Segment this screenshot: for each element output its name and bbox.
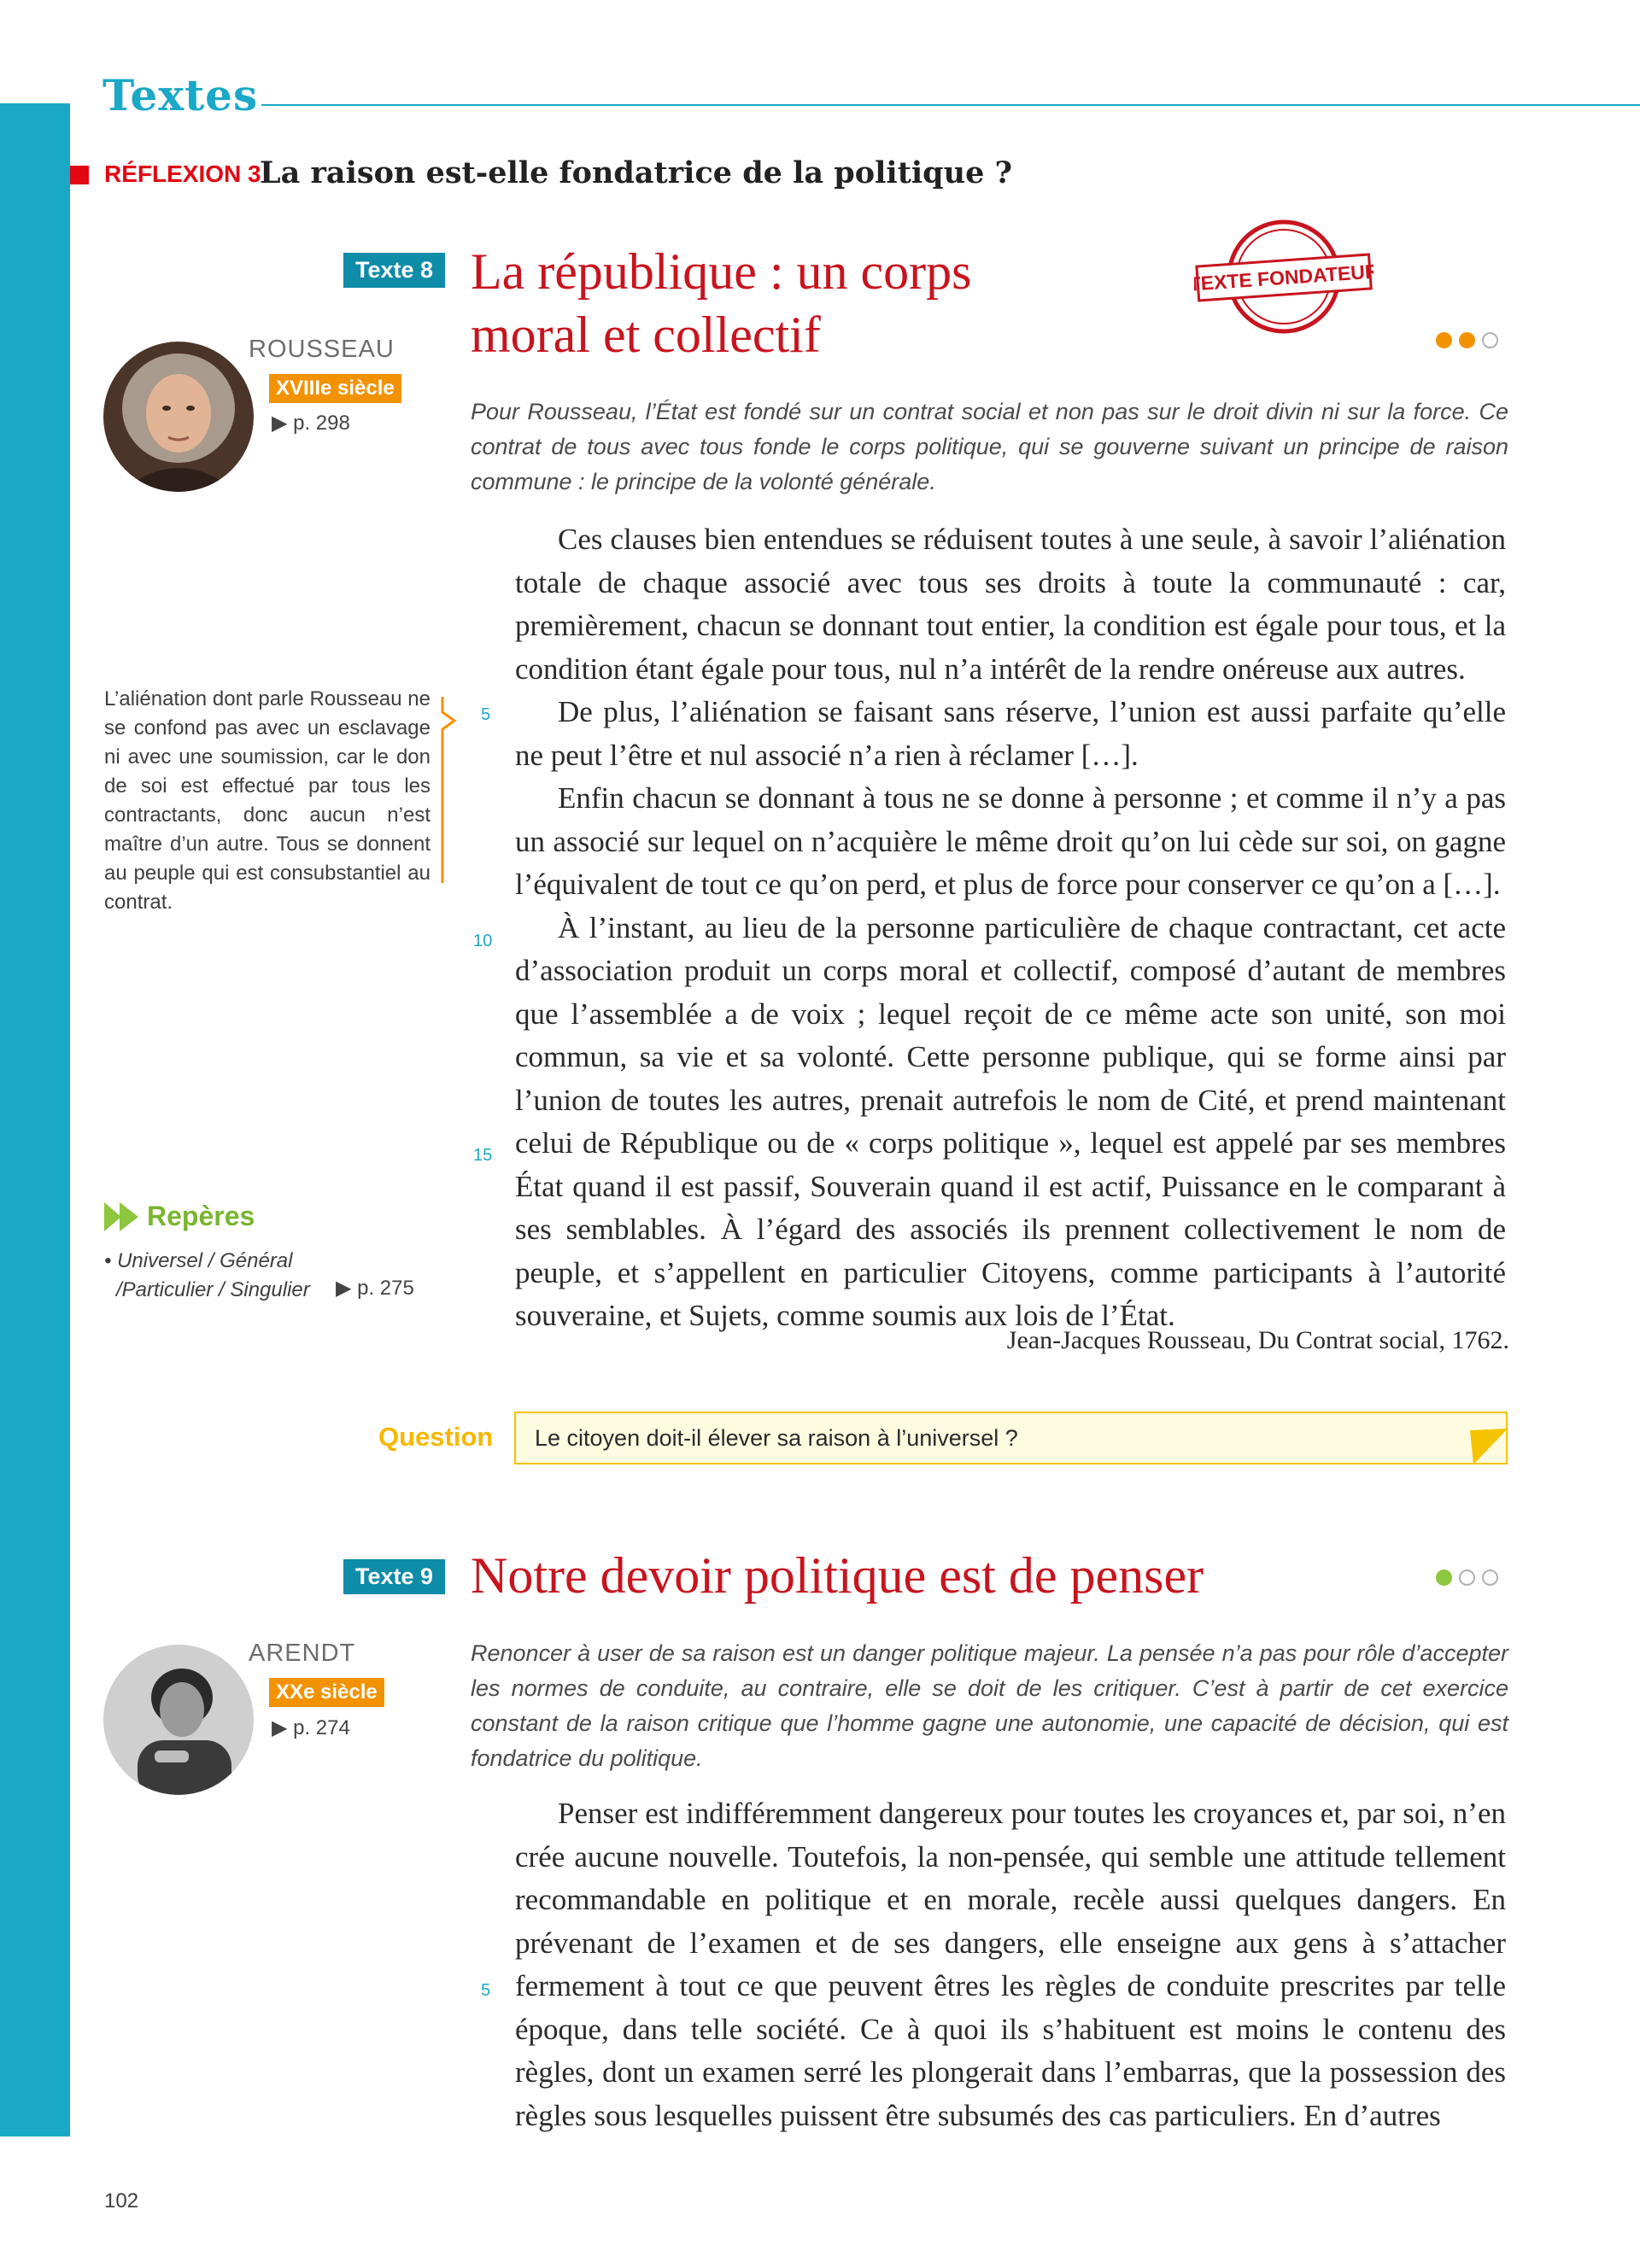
- question-label: Question: [378, 1422, 494, 1452]
- reperes-item-line1: • Universel / Général: [104, 1249, 293, 1272]
- note-bracket-icon: [434, 693, 460, 886]
- stamp-seal-icon: [1194, 213, 1374, 340]
- difficulty-dot-empty: [1459, 1569, 1475, 1586]
- author-name: ROUSSEAU: [249, 336, 395, 363]
- rousseau-portrait: [103, 342, 254, 492]
- texte-8-source: Jean-Jacques Rousseau, Du Contrat social, 1762.: [1006, 1326, 1509, 1354]
- texte-8-intro: Pour Rousseau, l’État est fondé sur un contrat social et non pas sur le droit divin ni sur la force. Ce contrat de tous avec tous fonde le corps politique, qui se gouverne suivant un principe de raison commune : le principe de la volonté générale.: [471, 399, 1508, 494]
- difficulty-dot-filled: [1436, 332, 1452, 348]
- difficulty-dot-filled: [1459, 332, 1475, 348]
- question-text: Le citoyen doit-il élever sa raison à l’universel ?: [535, 1425, 1018, 1451]
- section-title: Textes: [102, 70, 259, 120]
- texte-8-paragraph: À l’instant, au lieu de la personne particulière de chaque contractant, cet acte d’association produit un corps moral et collectif, composé d’autant de membres que l’assemblée a de voix ; lequel reçoit de ce même acte son unité, son moi commun, sa vie et sa volonté. Cette personne publique, qui se forme ainsi par l’union de toutes les autres, prenait autrefois le nom de Cité, et prend maintenant celui de République ou de « corps politique », lequel est appelé par ses membres État quand il est passif, Souverain quand il est actif, Puissance en le comparant à ses semblables. À l’égard des associés ils prennent collectivement le nom de peuple, et s’appellent en particulier Citoyens, comme participants à l’autorité souveraine, et Sujets, comme soumis aux lois de l’État.: [515, 910, 1506, 1332]
- reperes-item[interactable]: [104, 1247, 310, 1305]
- texte-9-title: Notre devoir politique est de penser: [471, 1547, 1204, 1604]
- texte-8-paragraph: Ces clauses bien entendues se réduisent toutes à une seule, à savoir l’aliénation totale de chaque associé avec tous ses droits à toute la communauté : car, premièrement, chacun se donnant tout entier, la condition est égale pour tous, et la condition étant égale pour tous, nul n’a intérêt de la rendre onéreuse aux autres.: [515, 523, 1506, 686]
- texte-8-paragraph: Enfin chacun se donnant à tous ne se donne à personne ; et comme il n’y a pas un associé sur lequel on n’acquière le même droit qu’on lui cède sur soi, on gagne l’équivalent de tout ce qu’on perd, et plus de force pour conserver ce qu’on a […].: [515, 781, 1506, 901]
- arendt-portrait: [103, 1645, 254, 1795]
- texte-8-badge: Texte 8: [343, 253, 445, 288]
- texte-9-body: [515, 1792, 1506, 2137]
- century-badge: XVIIIe siècle: [269, 374, 401, 403]
- texte-9-difficulty: [1436, 1569, 1504, 1588]
- texte-9-badge: Texte 9: [343, 1559, 445, 1594]
- reperes-page-link[interactable]: ▶ p. 275: [336, 1277, 414, 1300]
- page-number: 102: [104, 2189, 139, 2212]
- reflexion-label: RÉFLEXION 3: [104, 161, 261, 187]
- side-color-bar: [0, 103, 70, 2136]
- texte-9-paragraph: Penser est indifféremment dangereux pour toutes les croyances et, par soi, n’en crée aucune nouvelle. Toutefois, la non-pensée, qui semble une attitude tellement recommandable en politique et en morale, recèle aussi quelques dangers. En prévenant de l’examen et de ses dangers, elle enseigne aux gens à s’attacher fermement à tout ce que peuvent êtres les règles de conduite prescrites par telle époque, dans telle société. Ce à quoi ils s’habituent est moins le contenu des règles, dont un examen serré les plongerait dans l’embarras, que la possession des règles sous lesquelles puissent être subsumés des cas particuliers. En d’autres: [515, 1797, 1506, 2132]
- texte-8-paragraph: De plus, l’aliénation se faisant sans réserve, l’union est aussi parfaite qu’elle ne peut l’être et nul associé n’a rien à réclamer […].: [515, 695, 1506, 772]
- texte-8-body: [515, 518, 1506, 1338]
- reflexion-question: La raison est-elle fondatrice de la politique ?: [260, 155, 1013, 190]
- line-number: 5: [481, 705, 491, 724]
- section-rule: [261, 104, 1640, 106]
- page-fold-icon: [1470, 1429, 1508, 1464]
- line-number: 10: [473, 932, 493, 950]
- reperes-title: Repères: [147, 1201, 255, 1231]
- difficulty-dot-empty: [1482, 332, 1498, 348]
- question-box: [514, 1412, 1508, 1464]
- rousseau-portrait-image: [103, 342, 254, 492]
- line-number: 5: [481, 1981, 491, 2000]
- author-page-link[interactable]: ▶ p. 274: [272, 1716, 350, 1739]
- margin-note: L’aliénation dont parle Rousseau ne se confond pas avec un esclavage ni avec une soumission, car le don de soi est effectué par tous les contractants, donc aucun n’est maître d’un autre. Tous se donnent au peuple qui est consubstantiel au contrat.: [104, 687, 430, 914]
- reperes-arrow-icon: [104, 1202, 144, 1231]
- note-bracket: [434, 693, 460, 886]
- texte-8-title-line2: moral et collectif: [471, 307, 821, 363]
- reperes-item-line2: /Particulier / Singulier: [116, 1278, 310, 1301]
- century-badge: XXe siècle: [269, 1678, 384, 1707]
- arendt-portrait-image: [103, 1645, 254, 1795]
- texte-fondateur-stamp: [1194, 213, 1374, 340]
- author-page-link[interactable]: ▶ p. 298: [272, 412, 350, 435]
- line-number: 15: [473, 1146, 493, 1165]
- difficulty-dot-filled: [1436, 1569, 1452, 1586]
- difficulty-dot-empty: [1482, 1569, 1498, 1586]
- author-name: ARENDT: [249, 1640, 356, 1667]
- stamp-text: TEXTE FONDATEUR: [1194, 260, 1374, 295]
- reflexion-marker: [70, 166, 89, 184]
- texte-9-intro: Renoncer à user de sa raison est un danger politique majeur. La pensée n’a pas pour rôle d’accepter les normes de conduite, au contraire, elle se doit de les critiquer. C’est à partir de cet exercice constant de la raison critique que l’homme gagne une autonomie, une capacité de décision, qui est fondatrice du politique.: [471, 1640, 1508, 1771]
- texte-8-difficulty: [1436, 332, 1504, 351]
- texte-8-title-line1: La république : un corps: [471, 243, 972, 300]
- texte-8-title: [471, 240, 972, 366]
